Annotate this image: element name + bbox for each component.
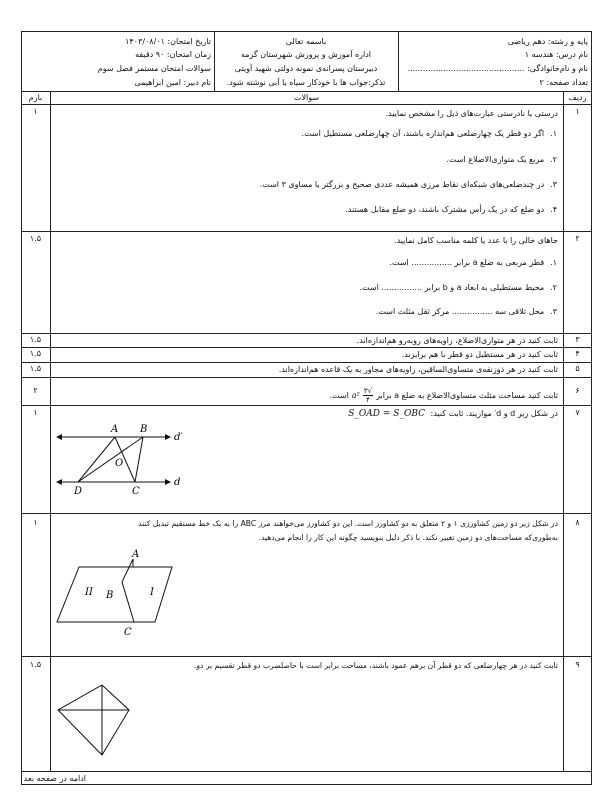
q3-text: ثابت کنید در هر متوازی‌الاضلاع، زاویه‌های روبه‌رو هم‌اندازه‌اند. bbox=[356, 336, 558, 345]
q3-score: ۱.۵ bbox=[29, 335, 42, 344]
row-sep-1 bbox=[21, 231, 592, 232]
q7-label-d: d bbox=[174, 477, 181, 488]
row-sep-9 bbox=[21, 771, 592, 772]
col-questions-title: سوالات bbox=[293, 93, 320, 102]
q9-figure bbox=[55, 682, 135, 762]
row-column-line bbox=[563, 91, 564, 771]
exam-type: سوالات امتحان مستمر فصل سوم bbox=[97, 64, 211, 73]
exam-date: تاریخ امتحان: ۱۴۰۳/۰۸/۰۱ bbox=[125, 37, 211, 46]
q7-segment-BD bbox=[78, 437, 143, 482]
page-frame bbox=[21, 31, 592, 785]
q4-score: ۱.۵ bbox=[29, 349, 42, 358]
q7-label-dprime: d′ bbox=[174, 432, 183, 443]
q8-outer-boundary bbox=[57, 567, 172, 622]
subject-field: نام درس: هندسه ۱ bbox=[524, 50, 588, 59]
row-sep-4 bbox=[21, 362, 592, 363]
q8-border-ABC bbox=[122, 559, 134, 622]
exam-note: تذکر:جواب ها با خودکار سیاه یا آبی نوشته شود. bbox=[226, 78, 386, 87]
q2-number: ۲ bbox=[575, 234, 580, 243]
q1-item-2: ۲.مربع یک متوازی‌الاضلاع است. bbox=[446, 155, 557, 164]
q8-label-B: B bbox=[106, 590, 114, 601]
q5-number: ۵ bbox=[575, 364, 580, 373]
continue-note: ادامه در صفحه بعد bbox=[23, 774, 86, 783]
q7-label-C: C bbox=[132, 486, 140, 497]
row-sep-6 bbox=[21, 405, 592, 406]
q5-score: ۱.۵ bbox=[29, 364, 42, 373]
q7-text: در شکل زیر d و d′ موازیند. ثابت کنید: S_OAD = S_OBC bbox=[348, 409, 558, 419]
q8-line-2: به‌طوری‌که مساحت‌های دو زمین تغییر نکند. با ذکر دلیل بنویسید چگونه این کار را انجام می‌دهید. bbox=[258, 533, 558, 542]
q1-item-3: ۳.در چندضلعی‌های شبکه‌ای نقاط مرزی همیشه عددی صحیح و بزرگتر یا مساوی ۳ است. bbox=[259, 180, 557, 189]
q1-number: ۱ bbox=[575, 107, 580, 116]
q8-label-I: I bbox=[150, 587, 154, 598]
office-name: اداره آموزش و پرورش شهرستان گرمه bbox=[240, 50, 372, 59]
q2-item-2: ۲.محیط مستطیلی به ابعاد a و b برابر ................ است. bbox=[359, 283, 557, 292]
q7-segment-BC bbox=[135, 437, 143, 482]
row-sep-8 bbox=[21, 656, 592, 657]
q6-score: ۲ bbox=[33, 386, 38, 395]
q9-score: ۱.۵ bbox=[29, 660, 42, 669]
q7-label-D: D bbox=[74, 486, 83, 497]
row-sep-7 bbox=[21, 513, 592, 514]
student-name-field[interactable]: نام و نام‌خانوادگی: .............................................. bbox=[407, 64, 588, 73]
q8-number: ۸ bbox=[575, 518, 580, 527]
q7-segment-AD bbox=[78, 437, 115, 482]
q8-label-A: A bbox=[132, 549, 140, 560]
q9-kite bbox=[58, 685, 129, 755]
teacher-name: نام دبیر: امین ابراهیمی bbox=[134, 78, 211, 87]
q2-score: ۱.۵ bbox=[29, 234, 42, 243]
bismillah: باسمه تعالی bbox=[285, 37, 327, 46]
q8-line-1: در شکل زیر دو زمین کشاورزی ۱ و ۲ متعلق به دو کشاورز است. این دو کشاورز می‌خواهند مرز ABC را به یک خط مستقیم تبدیل کنند bbox=[138, 519, 558, 528]
col-score-title: بارم bbox=[28, 93, 43, 102]
row-sep-5 bbox=[21, 377, 592, 378]
q4-number: ۴ bbox=[575, 349, 580, 358]
header-divider-right bbox=[398, 31, 399, 92]
school-name: دبیرستان پسرانه‌ی نمونه دولتی شهید آویتی bbox=[234, 64, 378, 73]
row-sep-2 bbox=[21, 333, 592, 334]
q7-label-B: B bbox=[140, 424, 148, 435]
header-bottom-line bbox=[21, 91, 592, 92]
exam-duration: زمان امتحان: ۹۰ دقیقه bbox=[135, 50, 211, 59]
q8-label-II: II bbox=[85, 587, 93, 598]
q5-text: ثابت کنید در هر ذوزنقه‌ی متساوی‌الساقین، زاویه‌های مجاور به یک قاعده هم‌اندازه‌اند. bbox=[278, 365, 558, 374]
q6-fraction: √۳ ۴ bbox=[363, 387, 373, 404]
col-row-title: ردیف bbox=[568, 93, 587, 102]
row-sep-3 bbox=[21, 347, 592, 348]
q9-text: ثابت کنید در هر چهارضلعی که دو قطر آن برهم عمود باشند، مساحت برابر است با حاصلضرب دو قطر تقسیم بر دو. bbox=[193, 661, 558, 670]
q6-text: ثابت کنید مساحت مثلث متساوی‌الاضلاع به ضلع a برابر √۳ ۴ a² است. bbox=[329, 387, 558, 404]
q1-title: درستی یا نادرستی عبارت‌های ذیل را مشخص نمایید. bbox=[385, 109, 558, 118]
q9-number: ۹ bbox=[575, 660, 580, 669]
q4-text: ثابت کنید در هر مستطیل دو قطر با هم برابرند. bbox=[401, 350, 558, 359]
pages-field: تعداد صفحه: ۲ bbox=[539, 78, 588, 87]
q7-formula: S_OAD = S_OBC bbox=[348, 409, 425, 419]
q7-label-O: O bbox=[115, 458, 124, 469]
q3-number: ۳ bbox=[575, 335, 580, 344]
q1-score: ۱ bbox=[33, 107, 38, 116]
q7-figure bbox=[55, 420, 195, 500]
q2-item-3: ۳.محل تلاقی سه ................ مرکز ثقل مثلث است. bbox=[375, 307, 557, 316]
columns-bottom-line bbox=[21, 104, 592, 105]
q6-number: ۶ bbox=[575, 386, 580, 395]
score-column-line bbox=[50, 91, 51, 771]
q1-item-1: ۱.اگر دو قطر یک چهارضلعی هم‌اندازه باشند، آن چهارضلعی مستطیل است. bbox=[301, 129, 557, 138]
q2-title: جاهای خالی را با عدد یا کلمه مناسب کامل نمایید. bbox=[394, 236, 558, 245]
q2-item-1: ۱.قطر مربعی به ضلع a برابر ................ است. bbox=[389, 258, 557, 267]
q7-score: ۱ bbox=[33, 408, 38, 417]
q8-score: ۱ bbox=[33, 518, 38, 527]
q7-label-A: A bbox=[111, 424, 119, 435]
q8-label-C: C bbox=[124, 627, 132, 638]
grade-field: پایه و رشته: دهم ریاضی bbox=[507, 37, 588, 46]
q8-figure bbox=[55, 545, 185, 640]
q7-number: ۷ bbox=[575, 408, 580, 417]
q1-item-4: ۴.دو ضلع که در یک رأس مشترک باشند، دو ضلع مقابل هستند. bbox=[345, 205, 557, 214]
